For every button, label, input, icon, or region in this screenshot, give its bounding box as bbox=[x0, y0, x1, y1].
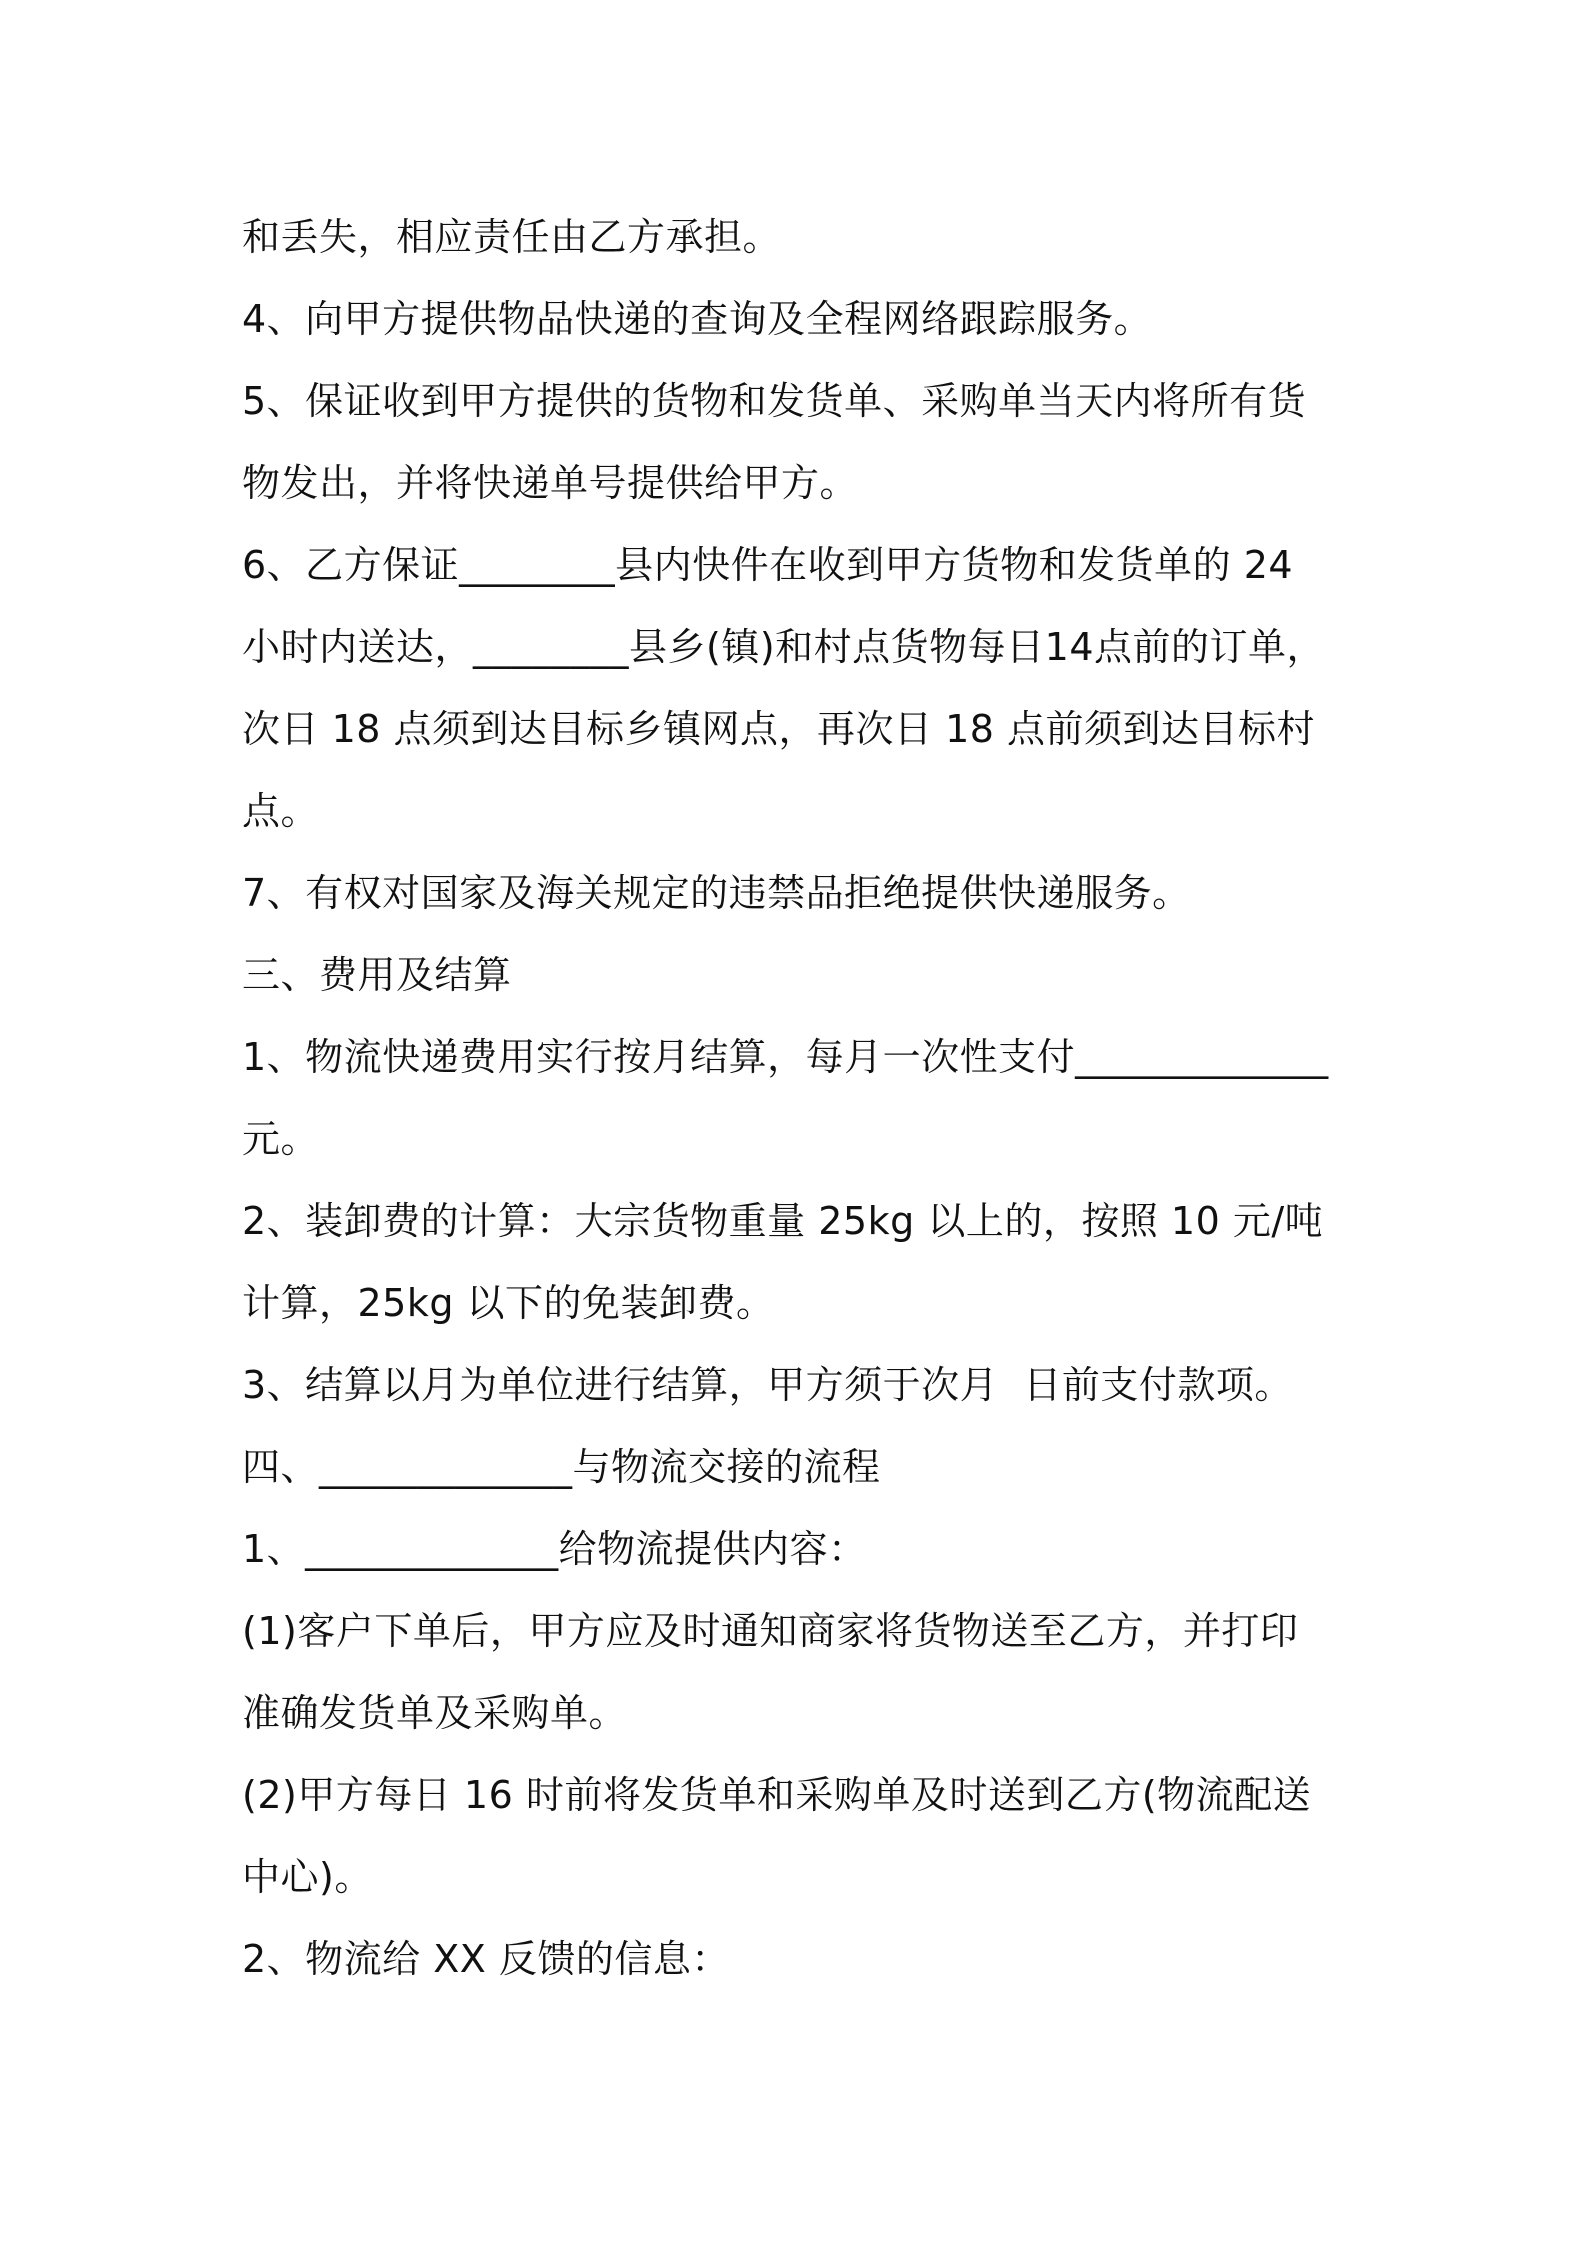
text-line: 6、乙方保证________县内快件在收到甲方货物和发货单的 24 bbox=[242, 543, 1294, 587]
document-body bbox=[242, 196, 1360, 2000]
text-line: 中心)。 bbox=[242, 1855, 373, 1899]
text-line: 1、物流快递费用实行按月结算，每月一次性支付_____________ bbox=[242, 1035, 1329, 1079]
text-line: 7、有权对国家及海关规定的违禁品拒绝提供快递服务。 bbox=[242, 871, 1191, 915]
text-line: 准确发货单及采购单。 bbox=[242, 1691, 628, 1735]
text-line: 点。 bbox=[242, 789, 320, 833]
text-line: 2、装卸费的计算：大宗货物重量 25kg 以上的，按照 10 元/吨 bbox=[242, 1199, 1324, 1243]
text-line: 计算，25kg 以下的免装卸费。 bbox=[242, 1281, 775, 1325]
text-line: 元。 bbox=[242, 1117, 320, 1161]
text-line: 2、物流给 XX 反馈的信息： bbox=[242, 1937, 730, 1981]
text-line: 3、结算以月为单位进行结算，甲方须于次月 日前支付款项。 bbox=[242, 1363, 1293, 1407]
section-heading: 四、_____________与物流交接的流程 bbox=[242, 1445, 881, 1489]
section-heading: 三、费用及结算 bbox=[242, 953, 512, 997]
text-line: 物发出，并将快递单号提供给甲方。 bbox=[242, 461, 859, 505]
text-line: 小时内送达，________县乡(镇)和村点货物每日14点前的订单， bbox=[242, 625, 1326, 669]
text-line: (1)客户下单后，甲方应及时通知商家将货物送至乙方，并打印 bbox=[242, 1609, 1299, 1653]
text-line: 5、保证收到甲方提供的货物和发货单、采购单当天内将所有货 bbox=[242, 379, 1307, 423]
text-line: 和丢失，相应责任由乙方承担。 bbox=[242, 215, 782, 259]
text-line: 4、向甲方提供物品快递的查询及全程网络跟踪服务。 bbox=[242, 297, 1153, 341]
text-line: 次日 18 点须到达目标乡镇网点，再次日 18 点前须到达目标村 bbox=[242, 707, 1316, 751]
text-line: 1、_____________给物流提供内容： bbox=[242, 1527, 867, 1571]
text-line: (2)甲方每日 16 时前将发货单和采购单及时送到乙方(物流配送 bbox=[242, 1773, 1312, 1817]
